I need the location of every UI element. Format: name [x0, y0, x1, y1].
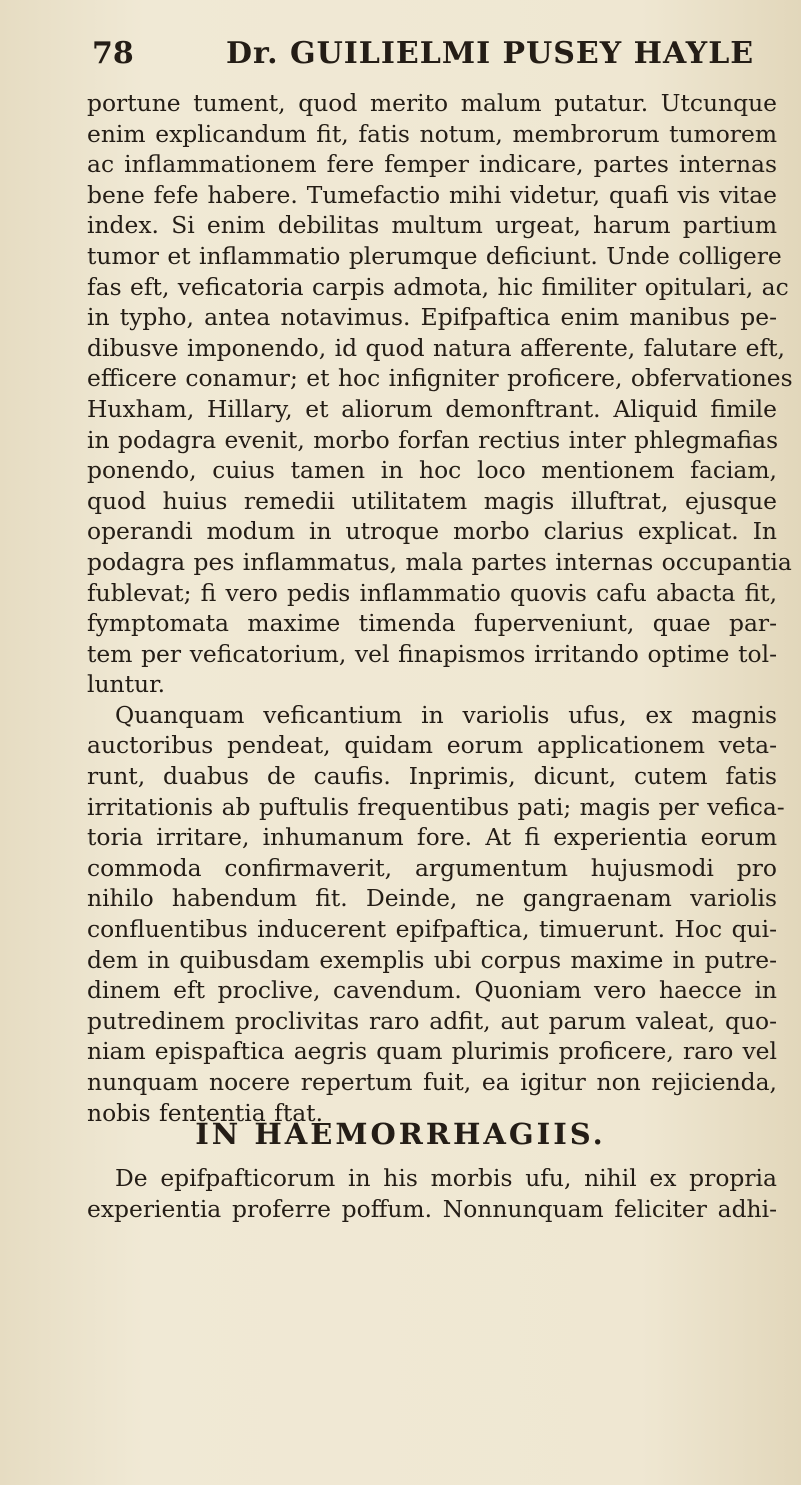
- text-line: in typho, antea notavimus. Epifpaftica enim manibus pe-: [87, 303, 777, 332]
- text-line: nobis fententia ftat.: [87, 1098, 324, 1127]
- text-line: tumor et inflammatio plerumque deficiunt. Unde colligere: [87, 241, 782, 270]
- section-heading: IN HAEMORRHAGIIS.: [195, 1117, 606, 1151]
- text-line: putredinem proclivitas raro adfit, aut parum valeat, quo-: [87, 1006, 777, 1035]
- text-line: experientia proferre poffum. Nonnunquam feliciter adhi-: [87, 1194, 777, 1223]
- text-line: in podagra evenit, morbo forfan rectius inter phlegmafias: [87, 425, 779, 454]
- text-line: toria irritare, inhumanum fore. At fi experientia eorum: [87, 823, 777, 852]
- text-line: podagra pes inflammatus, mala partes internas occupantia: [87, 547, 792, 576]
- text-line: niam epispaftica aegris quam plurimis proficere, raro vel: [87, 1037, 777, 1066]
- text-line: dem in quibusdam exemplis ubi corpus maxime in putre-: [87, 945, 777, 974]
- text-line: operandi modum in utroque morbo clarius explicat. In: [87, 517, 777, 546]
- body-text: [87, 88, 793, 1128]
- text-line: nunquam nocere repertum fuit, ea igitur non rejicienda,: [87, 1068, 777, 1096]
- page-number: 78: [92, 36, 134, 71]
- text-line: Quanquam veficantium in variolis ufus, ex magnis: [115, 700, 777, 729]
- paragraph-2: [87, 700, 785, 1128]
- text-line: fas eft, veficatoria carpis admota, hic fimiliter opitulari, ac: [87, 272, 789, 301]
- text-line: index. Si enim debilitas multum urgeat, harum partium: [87, 211, 777, 240]
- text-line: dinem eft proclive, cavendum. Quoniam vero haecce in: [87, 976, 777, 1005]
- text-line: De epifpafticorum in his morbis ufu, nihil ex propria: [115, 1164, 777, 1192]
- text-line: luntur.: [87, 670, 166, 699]
- text-line: Huxham, Hillary, et aliorum demonftrant. Aliquid fimile: [87, 394, 777, 423]
- text-line: fymptomata maxime timenda fuperveniunt, quae par-: [87, 609, 777, 638]
- text-line: auctoribus pendeat, quidam eorum applicationem veta-: [87, 731, 777, 760]
- text-line: irritationis ab puftulis frequentibus pati; magis per vefica-: [87, 792, 785, 821]
- text-line: commoda confirmaverit, argumentum hujusmodi pro: [87, 853, 777, 882]
- paragraph-1: [87, 88, 793, 700]
- text-line: nihilo habendum fit. Deinde, ne gangraenam variolis: [87, 884, 777, 913]
- page-header: [92, 30, 772, 74]
- section-paragraph: [87, 1163, 777, 1224]
- text-line: portune tument, quod merito malum putatur. Utcunque: [87, 89, 777, 117]
- text-line: efficere conamur; et hoc infigniter proficere, obfervationes: [87, 364, 793, 393]
- text-line: fublevat; fi vero pedis inflammatio quovis cafu abacta fit,: [87, 578, 777, 607]
- text-line: enim explicandum fit, fatis notum, membrorum tumorem: [87, 119, 777, 148]
- text-line: bene fefe habere. Tumefactio mihi videtur, quafi vis vitae: [87, 180, 777, 209]
- text-line: quod huius remedii utilitatem magis illuftrat, ejusque: [87, 486, 777, 515]
- text-line: runt, duabus de caufis. Inprimis, dicunt, cutem fatis: [87, 762, 777, 791]
- text-line: ac inflammationem fere femper indicare, partes internas: [87, 150, 777, 179]
- running-head: Dr. GUILIELMI PUSEY HAYLE: [226, 36, 755, 71]
- text-line: ponendo, cuius tamen in hoc loco mentionem faciam,: [87, 456, 777, 485]
- text-line: confluentibus inducerent epifpaftica, timuerunt. Hoc qui-: [87, 915, 777, 944]
- text-line: dibusve imponendo, id quod natura afferente, falutare eft,: [87, 333, 785, 362]
- text-line: tem per veficatorium, vel finapismos irritando optime tol-: [87, 639, 777, 668]
